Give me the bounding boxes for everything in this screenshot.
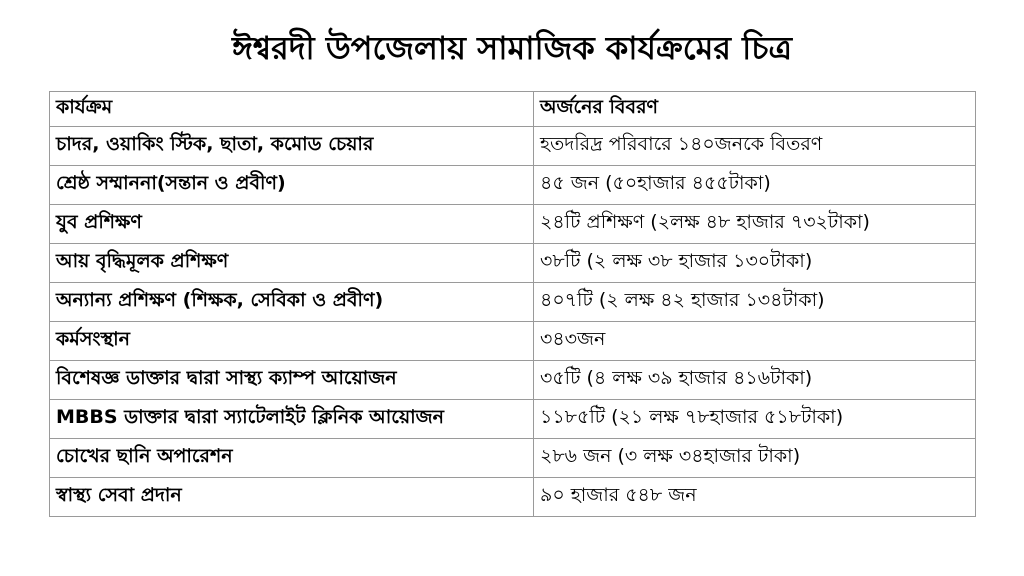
header-achievement: অর্জনের বিবরণ <box>534 92 976 127</box>
header-activity: কার্যক্রম <box>50 92 534 127</box>
table-row <box>50 478 976 517</box>
activity-cell: যুব প্রশিক্ষণ <box>50 205 534 244</box>
achievement-cell: হতদরিদ্র পরিবারে ১৪০জনকে বিতরণ <box>534 127 976 166</box>
activities-table <box>49 91 976 517</box>
achievement-cell: ৩৪৩জন <box>534 322 976 361</box>
activity-cell: স্বাস্থ্য সেবা প্রদান <box>50 478 534 517</box>
page-title: ঈশ্বরদী উপজেলায় সামাজিক কার্যক্রমের চিত্র <box>231 29 793 67</box>
table-header-row <box>50 92 976 127</box>
activity-cell: MBBS ডাক্তার দ্বারা স্যাটেলাইট ক্লিনিক আয়োজন <box>50 400 534 439</box>
activity-cell: আয় বৃদ্ধিমূলক প্রশিক্ষণ <box>50 244 534 283</box>
table-row <box>50 244 976 283</box>
table-row <box>50 400 976 439</box>
activity-cell: চাদর, ওয়াকিং স্টিক, ছাতা, কমোড চেয়ার <box>50 127 534 166</box>
table-row <box>50 361 976 400</box>
table-row <box>50 205 976 244</box>
achievement-cell: ২৪টি প্রশিক্ষণ (২লক্ষ ৪৮ হাজার ৭৩২টাকা) <box>534 205 976 244</box>
activity-cell: কর্মসংস্থান <box>50 322 534 361</box>
table-row <box>50 127 976 166</box>
achievement-cell: ৯০ হাজার ৫৪৮ জন <box>534 478 976 517</box>
achievement-cell: ১১৮৫টি (২১ লক্ষ ৭৮হাজার ৫১৮টাকা) <box>534 400 976 439</box>
achievement-cell: ৩৮টি (২ লক্ষ ৩৮ হাজার ১৩০টাকা) <box>534 244 976 283</box>
achievement-cell: ২৮৬ জন (৩ লক্ষ ৩৪হাজার টাকা) <box>534 439 976 478</box>
activity-cell: বিশেষজ্ঞ ডাক্তার দ্বারা সাস্থ্য ক্যাম্প আয়োজন <box>50 361 534 400</box>
activity-cell: চোখের ছানি অপারেশন <box>50 439 534 478</box>
activity-cell: অন্যান্য প্রশিক্ষণ (শিক্ষক, সেবিকা ও প্রবীণ) <box>50 283 534 322</box>
achievement-cell: ৪৫ জন (৫০হাজার ৪৫৫টাকা) <box>534 166 976 205</box>
table-row <box>50 322 976 361</box>
table-row <box>50 439 976 478</box>
achievement-cell: ৩৫টি (৪ লক্ষ ৩৯ হাজার ৪১৬টাকা) <box>534 361 976 400</box>
table-row <box>50 166 976 205</box>
table-row <box>50 283 976 322</box>
activity-cell: শ্রেষ্ঠ সম্মাননা(সন্তান ও প্রবীণ) <box>50 166 534 205</box>
achievement-cell: ৪০৭টি (২ লক্ষ ৪২ হাজার ১৩৪টাকা) <box>534 283 976 322</box>
